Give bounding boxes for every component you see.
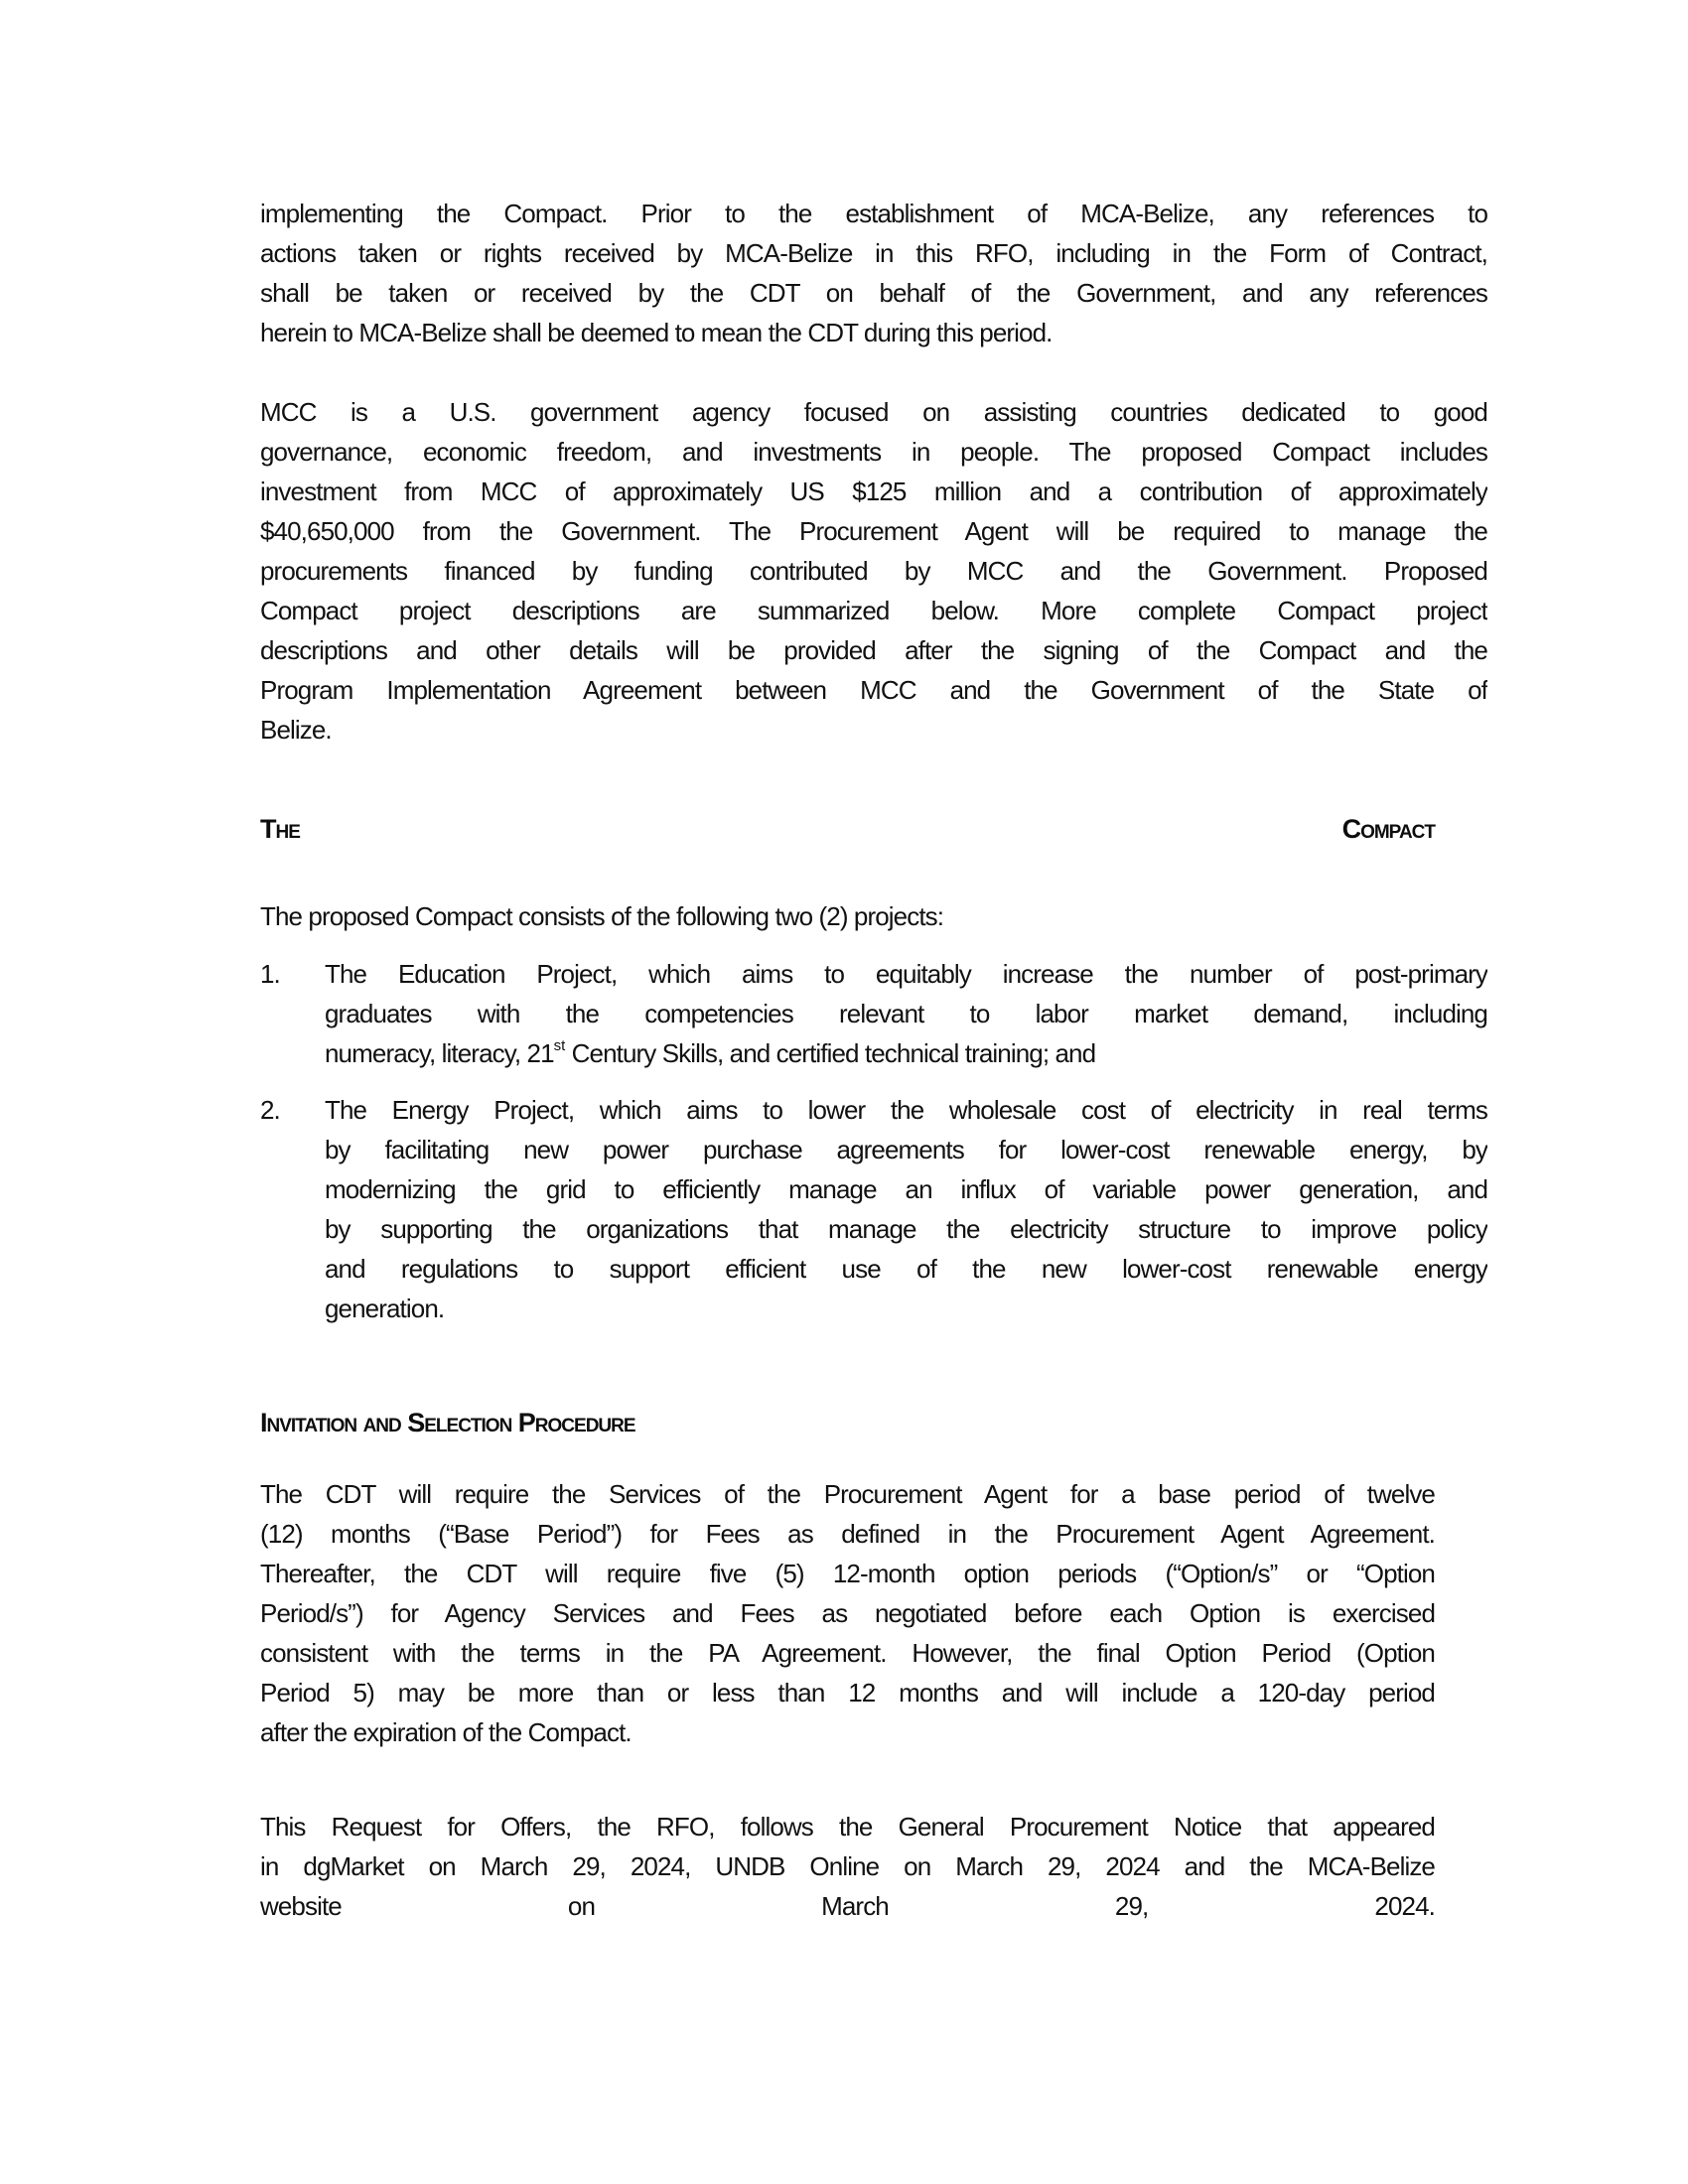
- list-number: 2.: [260, 1095, 280, 1125]
- text-line: generation.: [325, 1294, 445, 1323]
- text-line: This Request for Offers, the RFO, follows the General Procurement Notice that appeared: [260, 1812, 1435, 1842]
- text-line: The Energy Project, which aims to lower the wholesale cost of electricity in real terms: [325, 1095, 1487, 1125]
- text-line: (12) months (“Base Period”) for Fees as defined in the Procurement Agent Agreement.: [260, 1519, 1435, 1549]
- text-line: Belize.: [260, 715, 332, 745]
- text-line: shall be taken or received by the CDT on behalf of the Government, and any references: [260, 278, 1487, 308]
- text-line: Program Implementation Agreement between MCC and the Government of the State of: [260, 675, 1487, 705]
- text-run: numeracy, literacy, 21: [325, 1038, 554, 1068]
- list-number: 1.: [260, 959, 280, 989]
- text-line: modernizing the grid to efficiently manage an influx of variable power generation, and: [325, 1174, 1487, 1204]
- text-line: The CDT will require the Services of the Procurement Agent for a base period of twelve: [260, 1479, 1435, 1509]
- text-line: implementing the Compact. Prior to the establishment of MCA-Belize, any references to: [260, 199, 1487, 228]
- text-run: Century Skills, and certified technical training; and: [565, 1038, 1096, 1068]
- text-line: by facilitating new power purchase agreements for lower-cost renewable energy, by: [325, 1135, 1487, 1164]
- text-line: in dgMarket on March 29, 2024, UNDB Online on March 29, 2024 and the MCA-Belize: [260, 1851, 1435, 1881]
- text-line: procurements financed by funding contributed by MCC and the Government. Proposed: [260, 556, 1487, 586]
- text-line: descriptions and other details will be provided after the signing of the Compact and the: [260, 635, 1487, 665]
- text-line: consistent with the terms in the PA Agreement. However, the final Option Period (Option: [260, 1638, 1435, 1668]
- text-line: Thereafter, the CDT will require five (5) 12-month option periods (“Option/s” or “Option: [260, 1559, 1435, 1588]
- text-line: by supporting the organizations that manage the electricity structure to improve policy: [325, 1214, 1487, 1244]
- text-line: Period 5) may be more than or less than 12 months and will include a 120-day period: [260, 1678, 1435, 1707]
- text-line: investment from MCC of approximately US $125 million and a contribution of approximately: [260, 477, 1487, 506]
- superscript-ordinal: st: [553, 1037, 566, 1055]
- text-line: graduates with the competencies relevant to labor market demand, including: [325, 999, 1487, 1028]
- heading-word: Compact: [1341, 814, 1435, 844]
- text-line: website on March 29, 2024.: [260, 1891, 1435, 1921]
- text-line: Compact project descriptions are summarized below. More complete Compact project: [260, 596, 1487, 625]
- text-line: governance, economic freedom, and investments in people. The proposed Compact includes: [260, 437, 1487, 467]
- text-line: Period/s”) for Agency Services and Fees as negotiated before each Option is exercised: [260, 1598, 1435, 1628]
- text-line: after the expiration of the Compact.: [260, 1717, 632, 1747]
- heading-invitation-selection: Invitation and Selection Procedure: [260, 1408, 635, 1437]
- text-line: and regulations to support efficient use of the new lower-cost renewable energy: [325, 1254, 1487, 1284]
- text-line: herein to MCA-Belize shall be deemed to mean the CDT during this period.: [260, 318, 1053, 347]
- text-line: The Education Project, which aims to equitably increase the number of post-primary: [325, 959, 1487, 989]
- heading-word: The: [260, 814, 300, 844]
- text-line: [325, 1038, 1487, 1068]
- compact-intro-text: The proposed Compact consists of the following two (2) projects:: [260, 901, 944, 931]
- text-line: MCC is a U.S. government agency focused on assisting countries dedicated to good: [260, 397, 1487, 427]
- text-line: actions taken or rights received by MCA-Belize in this RFO, including in the Form of Contract,: [260, 238, 1487, 268]
- text-line: $40,650,000 from the Government. The Procurement Agent will be required to manage the: [260, 516, 1487, 546]
